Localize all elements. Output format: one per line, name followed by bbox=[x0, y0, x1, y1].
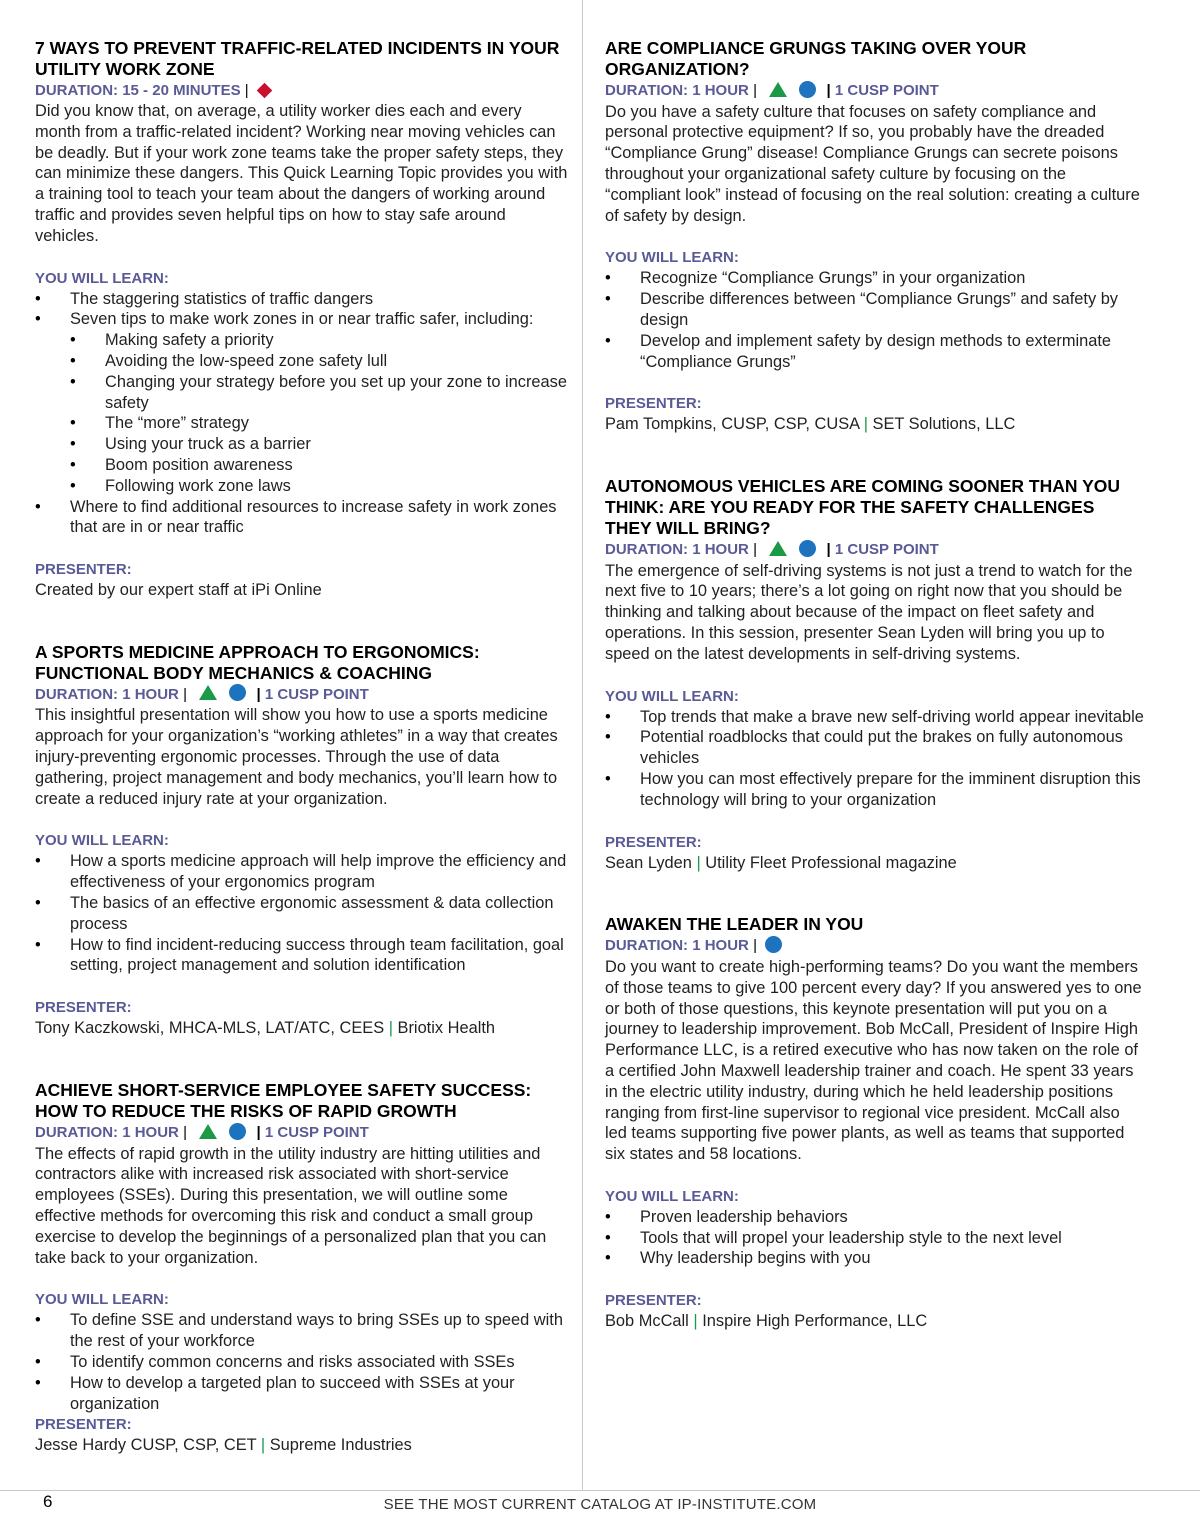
separator: | bbox=[696, 853, 701, 872]
learn-list-continued bbox=[35, 497, 570, 539]
session-meta bbox=[35, 684, 570, 706]
separator: | bbox=[244, 82, 249, 99]
duration: DURATION: 1 HOUR bbox=[35, 685, 179, 703]
separator: | bbox=[693, 1312, 698, 1331]
list-item: • How you can most effectively prepare for the imminent disruption this technology will bring to your organization bbox=[605, 769, 1145, 811]
presenter-name: Sean Lyden bbox=[605, 853, 692, 872]
page-number: 6 bbox=[43, 1492, 53, 1511]
session-title: ARE COMPLIANCE GRUNGS TAKING OVER YOUR ORGANIZATION? bbox=[605, 38, 1027, 79]
cusp-points: 1 CUSP POINT bbox=[264, 1124, 369, 1142]
presenter-label: PRESENTER: bbox=[605, 833, 702, 851]
session-description: The effects of rapid growth in the utility industry are hitting utilities and contractors alike with increased risk associated with short-service employees (SSEs). During this presentation, we will outline some effective methods for overcoming this risk and conduct a small group exercise to develop the beginnings of a personalized plan that you can take back to your organization. bbox=[35, 1144, 547, 1267]
learn-sublist bbox=[70, 330, 570, 496]
list-item: • Describe differences between “Compliance Grungs” and safety by design bbox=[605, 289, 1145, 331]
list-item: • Making safety a priority bbox=[70, 330, 570, 351]
cusp-points: 1 CUSP POINT bbox=[834, 541, 939, 559]
separator: | bbox=[183, 685, 187, 703]
learn-list bbox=[605, 268, 1145, 372]
learn-label: YOU WILL LEARN: bbox=[605, 687, 739, 705]
footer-rule bbox=[0, 1490, 1200, 1491]
session-description: Do you have a safety culture that focuses on safety compliance and personal protective equipment? If so, you probably have the dreaded “Compliance Grung” disease! Compliance Grungs can secrete poisons throughout your organizational safety culture by focusing on the “compliant look” instead of focusing on the real solution: creating a culture of safety by design. bbox=[605, 102, 1140, 225]
blue-circle-icon bbox=[229, 1123, 246, 1140]
separator: | bbox=[256, 685, 261, 703]
list-item: • To define SSE and understand ways to bring SSEs up to speed with the rest of your workforce bbox=[35, 1310, 570, 1352]
green-triangle-icon bbox=[199, 685, 217, 700]
session-autonomous-vehicles bbox=[605, 476, 1145, 873]
presenter: Created by our expert staff at iPi Online bbox=[35, 581, 322, 600]
separator: | bbox=[753, 541, 757, 559]
session-title: 7 WAYS TO PREVENT TRAFFIC-RELATED INCIDENTS IN YOUR UTILITY WORK ZONE bbox=[35, 38, 560, 79]
presenter-name: Tony Kaczkowski, MHCA-MLS, LAT/ATC, CEES bbox=[35, 1019, 385, 1038]
list-item: • Top trends that make a brave new self-driving world appear inevitable bbox=[605, 707, 1145, 728]
presenter-organization: SET Solutions, LLC bbox=[872, 415, 1016, 434]
session-title: AWAKEN THE LEADER IN YOU bbox=[605, 914, 864, 935]
cusp-points: 1 CUSP POINT bbox=[834, 82, 939, 99]
green-triangle-icon bbox=[199, 1124, 217, 1139]
session-title: A SPORTS MEDICINE APPROACH TO ERGONOMICS: FUNCTIONAL BODY MECHANICS & COACHING bbox=[35, 641, 480, 683]
left-column bbox=[35, 38, 570, 1497]
blue-circle-icon bbox=[229, 684, 246, 701]
presenter-label: PRESENTER: bbox=[35, 1416, 132, 1434]
session-sports-medicine bbox=[35, 642, 570, 1039]
list-item: • To identify common concerns and risks associated with SSEs bbox=[35, 1352, 570, 1373]
session-title: AUTONOMOUS VEHICLES ARE COMING SOONER THAN YOU THINK: ARE YOU READY FOR THE SAFETY CHALLENGES THEY WILL BRING? bbox=[605, 476, 1120, 539]
duration: DURATION: 1 HOUR bbox=[35, 1124, 179, 1142]
session-description: The emergence of self-driving systems is not just a trend to watch for the next five to 10 years; there’s a lot going on right now that you should be thinking and talking about because of the impact on fleet safety and operations. In this session, presenter Sean Lyden will bring you up to speed on the latest developments in self-driving systems. bbox=[605, 561, 1133, 663]
footer-catalog-link[interactable]: SEE THE MOST CURRENT CATALOG AT IP-INSTITUTE.COM bbox=[383, 1496, 817, 1513]
separator: | bbox=[826, 82, 831, 99]
presenter-organization: Supreme Industries bbox=[269, 1436, 412, 1455]
duration: DURATION: 1 HOUR bbox=[605, 937, 749, 955]
blue-circle-icon bbox=[799, 81, 816, 98]
list-item: • Proven leadership behaviors bbox=[605, 1207, 1145, 1228]
presenter-label: PRESENTER: bbox=[605, 1292, 702, 1310]
list-item: • How to develop a targeted plan to succeed with SSEs at your organization bbox=[35, 1373, 570, 1415]
list-item: • Following work zone laws bbox=[70, 476, 570, 497]
separator: | bbox=[260, 1436, 266, 1455]
list-item: • The “more” strategy bbox=[70, 413, 570, 434]
list-item: • Seven tips to make work zones in or near traffic safer, including: bbox=[35, 309, 570, 330]
presenter bbox=[605, 414, 1145, 435]
list-item: • Why leadership begins with you bbox=[605, 1248, 1145, 1269]
learn-label: YOU WILL LEARN: bbox=[605, 249, 739, 267]
session-short-service-employee bbox=[35, 1080, 570, 1456]
learn-list bbox=[35, 289, 570, 331]
list-item: • Avoiding the low-speed zone safety lull bbox=[70, 351, 570, 372]
green-triangle-icon bbox=[769, 82, 787, 97]
list-item: • How a sports medicine approach will help improve the efficiency and effectiveness of your ergonomics program bbox=[35, 851, 570, 893]
session-meta bbox=[35, 1122, 570, 1144]
session-traffic-incidents bbox=[35, 38, 570, 601]
list-item: • Recognize “Compliance Grungs” in your organization bbox=[605, 268, 1145, 289]
presenter-organization: Briotix Health bbox=[397, 1019, 496, 1038]
learn-list bbox=[35, 851, 570, 976]
learn-list bbox=[605, 707, 1145, 811]
presenter bbox=[35, 1435, 570, 1456]
session-title: ACHIEVE SHORT-SERVICE EMPLOYEE SAFETY SUCCESS: HOW TO REDUCE THE RISKS OF RAPID GROWTH bbox=[35, 1080, 532, 1122]
presenter-name: Jesse Hardy CUSP, CSP, CET bbox=[35, 1436, 257, 1455]
presenter-name: Pam Tompkins, CUSP, CSP, CUSA bbox=[605, 415, 860, 434]
session-compliance-grungs bbox=[605, 38, 1145, 435]
list-item: • Potential roadblocks that could put the brakes on fully autonomous vehicles bbox=[605, 727, 1145, 769]
duration: DURATION: 1 HOUR bbox=[605, 541, 749, 559]
learn-label: YOU WILL LEARN: bbox=[35, 1291, 169, 1309]
list-item: • Boom position awareness bbox=[70, 455, 570, 476]
list-item: • The staggering statistics of traffic dangers bbox=[35, 289, 570, 310]
blue-circle-icon bbox=[799, 540, 816, 557]
separator: | bbox=[183, 1124, 187, 1142]
blue-circle-icon bbox=[765, 936, 782, 953]
duration: DURATION: 15 - 20 MINUTES bbox=[35, 82, 241, 99]
list-item: • Using your truck as a barrier bbox=[70, 434, 570, 455]
session-meta bbox=[605, 935, 1145, 957]
presenter-label: PRESENTER: bbox=[35, 999, 132, 1017]
presenter bbox=[605, 1311, 1145, 1332]
session-description: Did you know that, on average, a utility worker dies each and every month from a traffic-related incident? Working near moving vehicles can be deadly. But if your work zone teams take the proper safety steps, they can minimize these dangers. This Quick Learning Topic provides you with a training tool to teach your team about the dangers of working around traffic and provides seven helpful tips on how to stay safe around vehicles. bbox=[35, 102, 568, 245]
separator: | bbox=[826, 541, 831, 559]
column-divider bbox=[582, 0, 583, 1490]
presenter bbox=[35, 1018, 570, 1039]
list-item: • Tools that will propel your leadership style to the next level bbox=[605, 1228, 1145, 1249]
presenter-name: Bob McCall bbox=[605, 1312, 689, 1331]
separator: | bbox=[753, 82, 757, 99]
presenter-label: PRESENTER: bbox=[605, 395, 702, 413]
separator: | bbox=[753, 937, 757, 955]
list-item: • Where to find additional resources to increase safety in work zones that are in or near traffic bbox=[35, 497, 570, 539]
list-item: • The basics of an effective ergonomic assessment & data collection process bbox=[35, 893, 570, 935]
duration: DURATION: 1 HOUR bbox=[605, 82, 749, 99]
cusp-points: 1 CUSP POINT bbox=[264, 685, 369, 703]
presenter-label: PRESENTER: bbox=[35, 561, 132, 579]
learn-label: YOU WILL LEARN: bbox=[605, 1187, 739, 1205]
separator: | bbox=[388, 1019, 393, 1038]
separator: | bbox=[256, 1124, 261, 1142]
learn-label: YOU WILL LEARN: bbox=[35, 269, 169, 287]
session-awaken-leader bbox=[605, 914, 1145, 1332]
session-meta bbox=[605, 80, 1145, 102]
right-column bbox=[605, 38, 1145, 1373]
presenter-organization: Utility Fleet Professional magazine bbox=[705, 853, 957, 872]
session-description: This insightful presentation will show you how to use a sports medicine approach for your organization’s “working athletes” in a way that creates injury-preventing ergonomic processes. Through the use of data gathering, project management and body mechanics, you’ll learn how to create a reduced injury rate at your organization. bbox=[35, 706, 558, 808]
red-diamond-icon bbox=[257, 82, 273, 98]
session-description: Do you want to create high-performing teams? Do you want the members of those teams to give 100 percent every day? If you answered yes to one or both of those questions, this keynote presentation will put you on a journey to leadership improvement. Bob McCall, President of Inspire High Performance LLC, is a retired executive who has now taken on the role of a certified John Maxwell leadership trainer and coach. He spent 33 years in the electric utility industry, during which he held leadership positions ranging from first-line supervisor to regional vice president. McCall also led teams supporting five power plants, as well as teams that supported six states and 58 locations. bbox=[605, 957, 1142, 1164]
learn-list bbox=[605, 1207, 1145, 1269]
learn-label: YOU WILL LEARN: bbox=[35, 832, 169, 850]
green-triangle-icon bbox=[769, 541, 787, 556]
list-item: • Develop and implement safety by design methods to exterminate “Compliance Grungs” bbox=[605, 331, 1145, 373]
session-meta bbox=[605, 539, 1145, 561]
list-item: • Changing your strategy before you set up your zone to increase safety bbox=[70, 372, 570, 414]
learn-list bbox=[35, 1310, 570, 1414]
separator: | bbox=[863, 415, 868, 434]
list-item: • How to find incident-reducing success through team facilitation, goal setting, project management and solution identification bbox=[35, 935, 570, 977]
session-meta bbox=[35, 80, 570, 101]
presenter-organization: Inspire High Performance, LLC bbox=[702, 1312, 928, 1331]
presenter bbox=[605, 853, 1145, 874]
